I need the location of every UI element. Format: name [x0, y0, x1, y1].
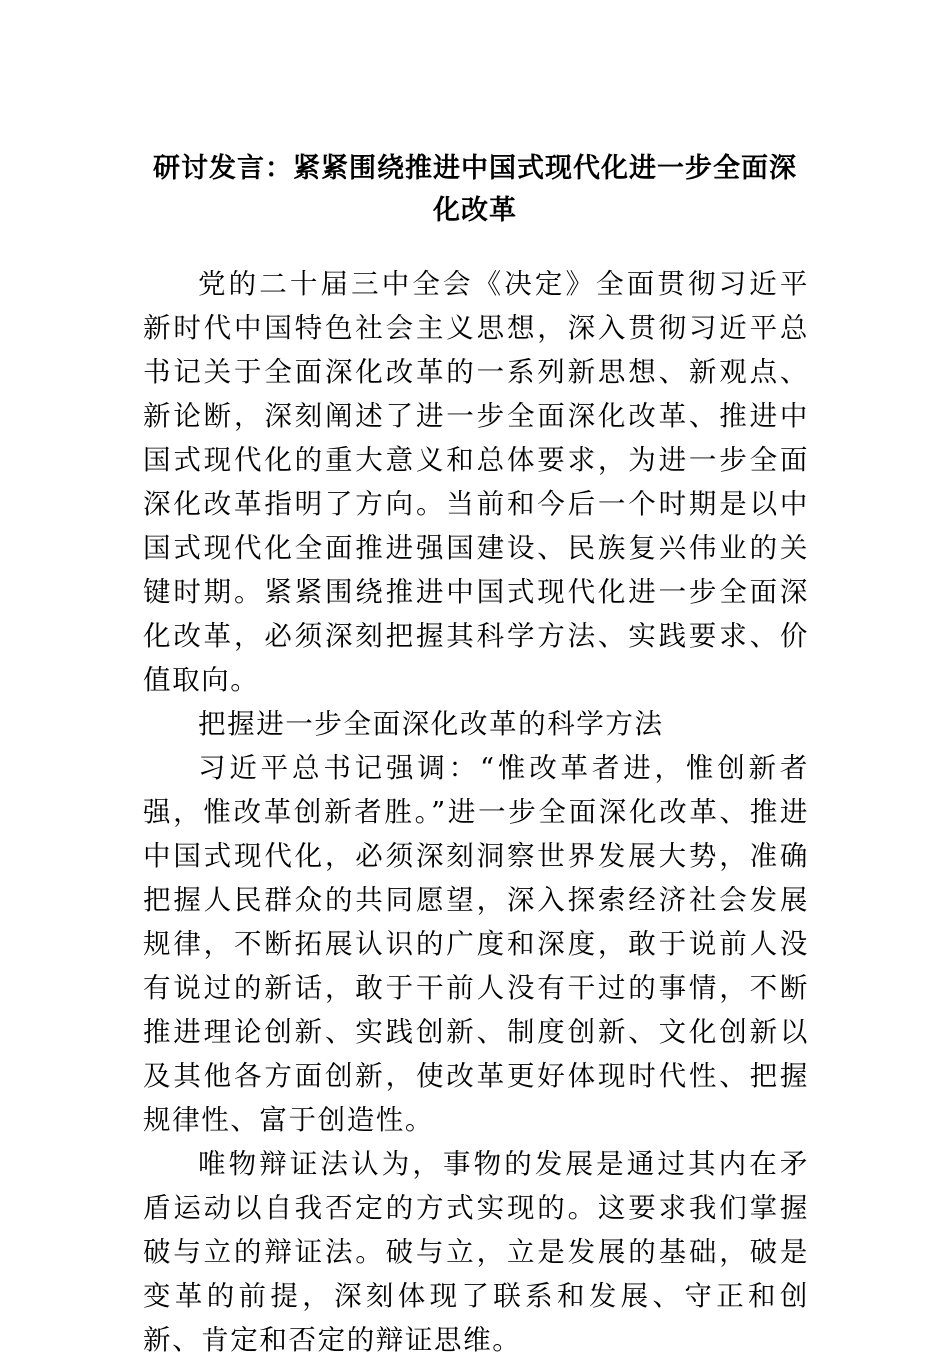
paragraph-intro: 党的二十届三中全会《决定》全面贯彻习近平新时代中国特色社会主义思想，深入贯彻习近平总书记关于全面深化改革的一系列新思想、新观点、新论断，深刻阐述了进一步全面深化改革、推进中国式现代化的重大意义和总体要求，为进一步全面深化改革指明了方向。当前和今后一个时期是以中国式现代化全面推进强国建设、民族复兴伟业的关键时期。紧紧围绕推进中国式现代化进一步全面深化改革，必须深刻把握其科学方法、实践要求、价值取向。	[143, 268, 809, 696]
document-body	[143, 262, 809, 1362]
section-heading: 把握进一步全面深化改革的科学方法	[198, 708, 664, 740]
paragraph-quote: 习近平总书记强调：“惟改革者进，惟创新者强，惟改革创新者胜。”进一步全面深化改革、推进中国式现代化，必须深刻洞察世界发展大势，准确把握人民群众的共同愿望，深入探索经济社会发展规律，不断拓展认识的广度和深度，敢于说前人没有说过的新话，敢于干前人没有干过的事情，不断推进理论创新、实践创新、制度创新、文化创新以及其他各方面创新，使改革更好体现时代性、把握规律性、富于创造性。	[143, 752, 809, 1136]
document-title: 研讨发言：紧紧围绕推进中国式现代化进一步全面深化改革	[153, 153, 797, 226]
paragraph-dialectics: 唯物辩证法认为，事物的发展是通过其内在矛盾运动以自我否定的方式实现的。这要求我们掌握破与立的辩证法。破与立，立是发展的基础，破是变革的前提，深刻体现了联系和发展、守正和创新、肯定和否定的辩证思维。	[143, 1148, 809, 1356]
